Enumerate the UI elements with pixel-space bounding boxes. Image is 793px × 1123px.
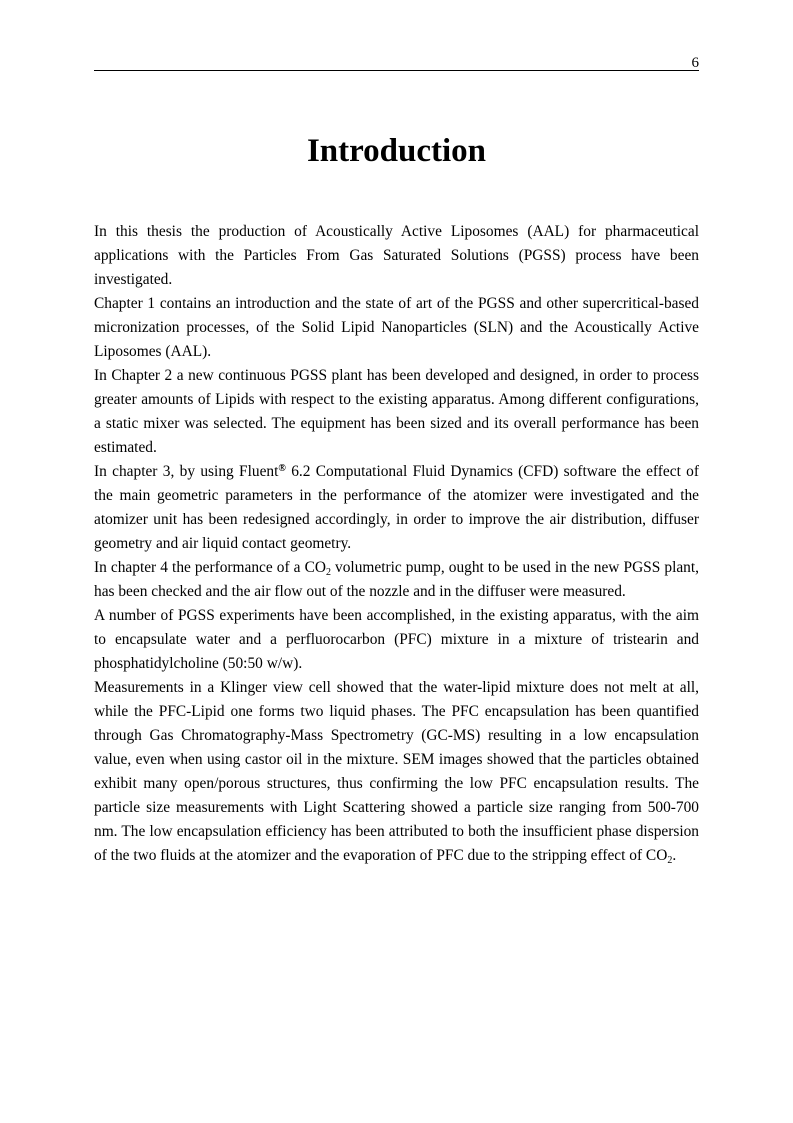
page-number: 6 <box>691 55 699 71</box>
paragraph-3: In Chapter 2 a new continuous PGSS plant has been developed and designed, in order to process greater amounts of Lipids with respect to the existing apparatus. Among different configurations, a static mixer was selected. The equipment has been sized and its overall performance has been estimated. <box>94 367 699 456</box>
paragraph-6: A number of PGSS experiments have been accomplished, in the existing apparatus, with the aim to encapsulate water and a perfluorocarbon (PFC) mixture in a mixture of tristearin and phosphatidylcholine (50:50 w/w). <box>94 607 699 672</box>
body-text <box>94 220 699 868</box>
paragraph-4-text-a: In chapter 3, by using Fluent <box>94 463 279 480</box>
paragraph-7-text-b: . <box>672 847 677 864</box>
header-rule <box>94 70 699 71</box>
subscript-2: 2 <box>667 855 673 866</box>
paragraph-4 <box>94 460 699 556</box>
paragraph-5 <box>94 556 699 604</box>
paragraph-5-text-b: volumetric pump, ought to be used in the new PGSS plant, has been checked and the air flow out of the nozzle and in the diffuser were measured. <box>94 559 700 600</box>
paragraph-4-text-b: 6.2 Computational Fluid Dynamics (CFD) software the effect of the main geometric parameters in the performance of the atomizer were investigated and the atomizer unit has been redesigned accordingly, in order to improve the air distribution, diffuser geometry and air liquid contact geometry. <box>94 463 699 552</box>
paragraph-7 <box>94 676 699 868</box>
paragraph-5-text-a: In chapter 4 the performance of a CO <box>94 559 326 576</box>
registered-mark: ® <box>278 463 286 474</box>
chapter-title: Introduction <box>306 133 487 169</box>
subscript-2: 2 <box>325 567 331 578</box>
paragraph-7-text-a: Measurements in a Klinger view cell showed that the water-lipid mixture does not melt at all, while the PFC-Lipid one forms two liquid phases. The PFC encapsulation has been quantified through Gas Chromatography-Mass Spectrometry (GC-MS) resulting in a low encapsulation value, even when using castor oil in the mixture. SEM images showed that the particles obtained exhibit many open/porous structures, thus confirming the low PFC encapsulation results. The particle size measurements with Light Scattering showed a particle size ranging from 500-700 nm. The low encapsulation efficiency has been attributed to both the insufficient phase dispersion of the two fluids at the atomizer and the evaporation of PFC due to the stripping effect of CO <box>94 679 699 864</box>
paragraph-2: Chapter 1 contains an introduction and the state of art of the PGSS and other supercritical-based micronization processes, of the Solid Lipid Nanoparticles (SLN) and the Acoustically Active Liposomes (AAL). <box>94 295 699 360</box>
paragraph-1: In this thesis the production of Acoustically Active Liposomes (AAL) for pharmaceutical applications with the Particles From Gas Saturated Solutions (PGSS) process have been investigated. <box>94 223 699 288</box>
